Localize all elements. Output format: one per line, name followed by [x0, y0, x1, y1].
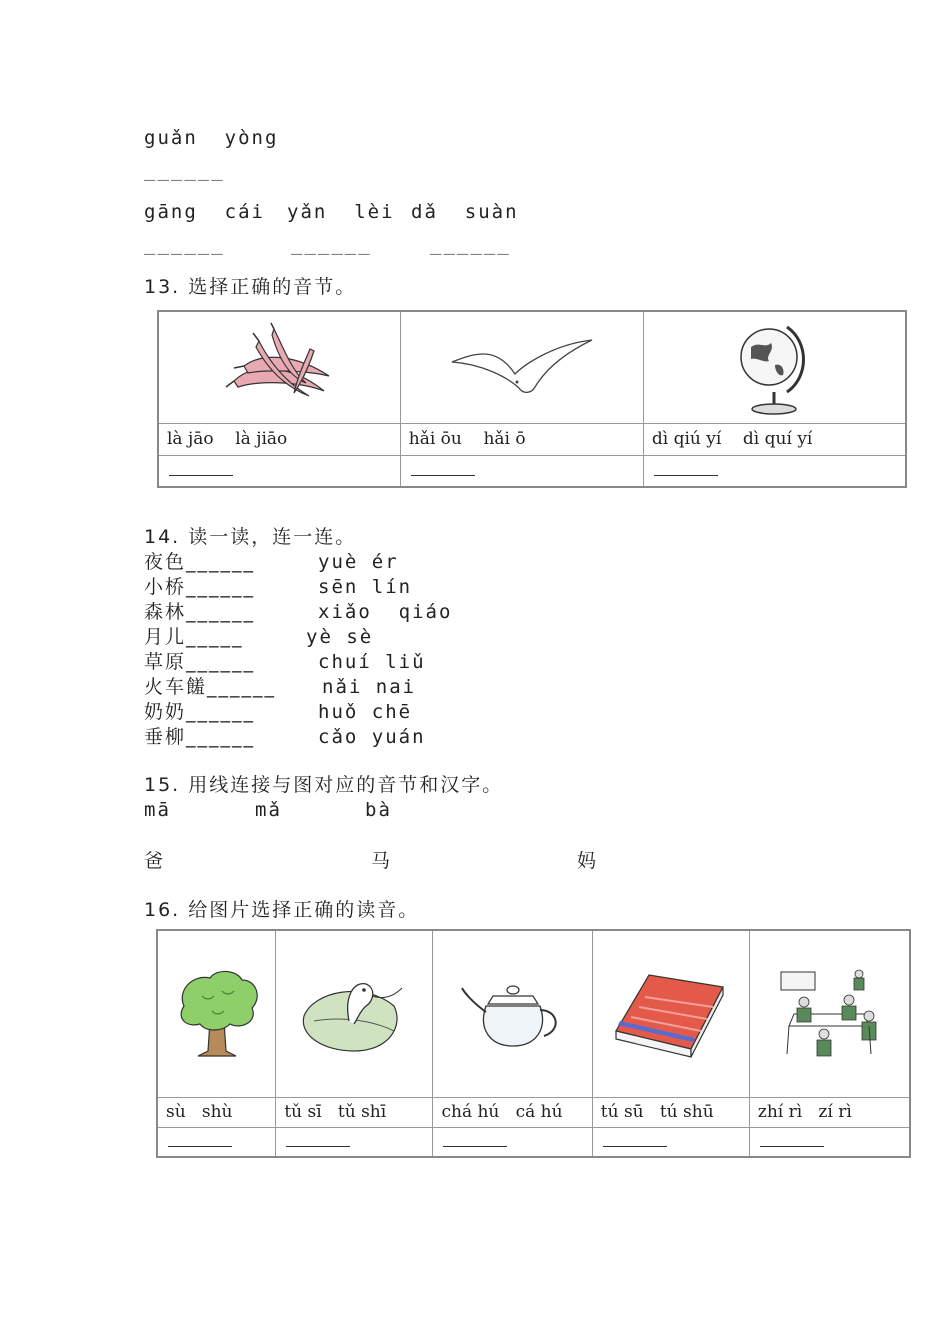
question-13-title: 13. 选择正确的音节。 — [144, 276, 357, 298]
answer-blank[interactable] — [169, 461, 233, 476]
globe-icon — [644, 317, 905, 417]
silkworm-leaf-icon — [276, 966, 432, 1061]
q16-picture-cell — [592, 930, 749, 1097]
q16-answer-cell[interactable] — [433, 1127, 592, 1157]
pinyin-yan-lei: yǎn lèi — [287, 201, 395, 223]
q13-options: hǎi ōu hǎi ō — [400, 423, 643, 455]
q16-picture-cell — [749, 930, 910, 1097]
q13-picture-cell — [643, 311, 906, 423]
answer-blank[interactable] — [168, 1132, 232, 1147]
q13-answer-cell[interactable] — [158, 455, 400, 487]
q15-character[interactable]: 爸 — [144, 850, 166, 872]
pinyin-gang-cai: gāng cái — [144, 201, 265, 223]
q14-pinyin: yuè ér — [318, 551, 399, 573]
q14-word: 月儿_____ — [144, 626, 244, 648]
seagull-icon — [401, 332, 643, 402]
pinyin-guan-yong: guǎn yòng — [144, 127, 279, 149]
q16-answer-cell[interactable] — [749, 1127, 910, 1157]
answer-blank[interactable] — [760, 1132, 824, 1147]
q13-options: dì qiú yí dì quí yí — [643, 423, 906, 455]
q16-picture-cell — [433, 930, 592, 1097]
answer-blank[interactable] — [286, 1132, 350, 1147]
q14-word: 草原______ — [144, 651, 256, 673]
answer-blank[interactable] — [411, 461, 475, 476]
q13-picture-cell — [400, 311, 643, 423]
q14-word: 森林______ — [144, 601, 256, 623]
q15-syllable[interactable]: mā — [144, 799, 171, 821]
students-on-duty-icon — [750, 964, 909, 1064]
q16-picture-cell — [157, 930, 276, 1097]
q14-word: 垂柳______ — [144, 726, 256, 748]
q14-pinyin: sēn lín — [318, 576, 413, 598]
chili-pepper-icon — [159, 321, 400, 413]
q14-pinyin: cǎo yuán — [318, 726, 426, 748]
question-16-title: 16. 给图片选择正确的读音。 — [144, 899, 420, 921]
answer-blank[interactable] — [603, 1132, 667, 1147]
answer-blank[interactable]: ______ — [144, 159, 225, 181]
q13-options: là jāo là jiāo — [158, 423, 400, 455]
q16-answer-cell[interactable] — [276, 1127, 433, 1157]
q15-syllable[interactable]: mǎ — [255, 799, 282, 821]
q14-pinyin: nǎi nai — [322, 676, 417, 698]
q14-pinyin: yè sè — [306, 626, 374, 648]
answer-blank[interactable]: ______ — [291, 233, 372, 255]
q13-table — [157, 310, 907, 488]
q14-word: 夜色______ — [144, 551, 256, 573]
pinyin-da-suan: dǎ suàn — [411, 201, 519, 223]
q13-answer-cell[interactable] — [400, 455, 643, 487]
q14-pinyin: xiǎo qiáo — [318, 601, 453, 623]
q16-options: zhí rì zí rì — [749, 1097, 910, 1127]
q14-pinyin: chuí liǔ — [318, 651, 426, 673]
q16-options: tǔ sī tǔ shī — [276, 1097, 433, 1127]
q16-answer-cell[interactable] — [157, 1127, 276, 1157]
q15-character[interactable]: 妈 — [577, 850, 599, 872]
q16-picture-cell — [276, 930, 433, 1097]
answer-blank[interactable]: ______ — [144, 233, 225, 255]
teapot-icon — [433, 974, 591, 1054]
q14-pinyin: huǒ chē — [318, 701, 413, 723]
q13-picture-cell — [158, 311, 400, 423]
q16-options: tú sū tú shū — [592, 1097, 749, 1127]
q14-word: 奶奶______ — [144, 701, 256, 723]
q16-options: sù shù — [157, 1097, 276, 1127]
answer-blank[interactable] — [443, 1132, 507, 1147]
q14-word: 小桥______ — [144, 576, 256, 598]
q13-answer-cell[interactable] — [643, 455, 906, 487]
question-14-title: 14. 读一读，连一连。 — [144, 526, 357, 548]
q16-table — [156, 929, 911, 1158]
q15-syllable[interactable]: bà — [365, 799, 392, 821]
q16-options: chá hú cá hú — [433, 1097, 592, 1127]
q14-word: 火车饈______ — [144, 676, 277, 698]
answer-blank[interactable]: ______ — [430, 233, 511, 255]
answer-blank[interactable] — [654, 461, 718, 476]
book-icon — [593, 969, 749, 1059]
question-15-title: 15. 用线连接与图对应的音节和汉字。 — [144, 774, 504, 796]
tree-icon — [158, 966, 275, 1061]
q15-character[interactable]: 马 — [371, 850, 393, 872]
q16-answer-cell[interactable] — [592, 1127, 749, 1157]
